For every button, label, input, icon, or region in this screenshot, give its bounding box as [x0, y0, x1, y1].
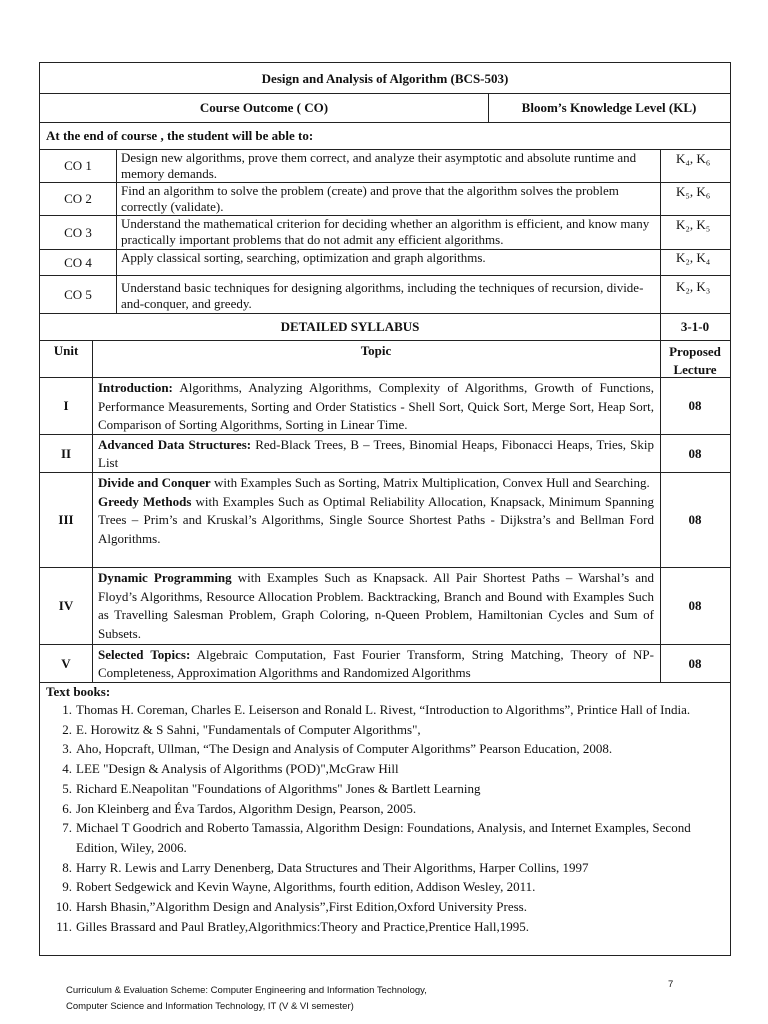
ltp-value: 3-1-0 — [680, 319, 710, 334]
co-description: Find an algorithm to solve the problem (create) and prove that the algorithm solves the problem correctly (validate). — [121, 183, 619, 214]
unit-lectures: 08 — [688, 598, 702, 613]
unit-row — [40, 435, 730, 473]
lecture-header: Proposed Lecture — [669, 344, 721, 377]
co-code: CO 1 — [64, 158, 92, 173]
unit-row — [40, 473, 730, 568]
co-row — [40, 250, 730, 276]
unit-topic: Dynamic Programming with Examples Such as Knapsack. All Pair Shortest Paths – Warshal’s and Floyd’s Algorithms, Resource Allocation Problem. Backtracking, Branch and Bound with Examples Such as Travelling Salesman Problem, Graph Coloring, n-Queen Problem, Hamiltonian Cycles and Sum of Subsets. — [98, 570, 655, 641]
textbook-item: 11. Gilles Brassard and Paul Bratley,Algorithmics:Theory and Practice,Prentice Hall,1995. — [56, 918, 529, 934]
co-row — [40, 150, 730, 183]
textbook-item: 4. LEE "Design & Analysis of Algorithms (POD)",McGraw Hill — [62, 761, 399, 777]
unit-number: I — [63, 398, 69, 413]
syllabus-document — [39, 62, 731, 956]
intro-text: At the end of course , the student will be able to: — [46, 128, 314, 143]
co-row — [40, 216, 730, 250]
unit-lectures: 08 — [688, 655, 702, 671]
unit-lectures: 08 — [688, 398, 702, 413]
co-code: CO 5 — [64, 286, 92, 302]
unit-header: Unit — [53, 343, 79, 358]
unit-topic: Advanced Data Structures: Red-Black Trees, B – Trees, Binomial Heaps, Fibonacci Heaps, Tries, Skip List — [98, 437, 654, 470]
textbook-item: 7. Michael T Goodrich and Roberto Tamassia, Algorithm Design: Foundations, Analysis, and Internet Examples, Second Edition, Wiley, 2006. — [62, 820, 691, 855]
textbook-item: 8. Harry R. Lewis and Larry Denenberg, Data Structures and Their Algorithms, Harper Collins, 1997 — [62, 859, 589, 875]
syllabus-header-row — [40, 341, 730, 378]
co-code: CO 2 — [64, 191, 92, 206]
unit-number: III — [58, 512, 74, 527]
co-description: Understand the mathematical criterion for deciding whether an algorithm is efficient, and know many practically important problems that do not admit any efficient algorithms. — [121, 216, 650, 247]
co-kl: K₂, K₃ — [676, 279, 711, 294]
unit-number: II — [60, 445, 72, 461]
co-description: Apply classical sorting, searching, optimization and graph algorithms. — [121, 250, 486, 265]
unit-lectures: 08 — [688, 512, 702, 527]
textbook-item: 2. E. Horowitz & S Sahni, "Fundamentals of Computer Algorithms", — [62, 721, 421, 737]
syllabus-title: DETAILED SYLLABUS — [280, 319, 420, 334]
footer-line-1: Curriculum & Evaluation Scheme: Computer Engineering and Information Technology, — [66, 985, 427, 996]
unit-row — [40, 378, 730, 435]
textbook-item: 1. Thomas H. Coreman, Charles E. Leiserson and Ronald L. Rivest, “Introduction to Algorithms”, Printice Hall of India. — [62, 702, 691, 717]
co-row — [40, 183, 730, 216]
textbook-item: 5. Richard E.Neapolitan "Foundations of Algorithms" Jones & Bartlett Learning — [62, 780, 481, 796]
unit-number: V — [61, 655, 71, 671]
page-number: 7 — [668, 979, 674, 990]
textbook-item: 6. Jon Kleinberg and Éva Tardos, Algorithm Design, Pearson, 2005. — [62, 800, 417, 816]
title-row — [40, 63, 730, 94]
unit-topic: Divide and Conquer with Examples Such as Sorting, Matrix Multiplication, Convex Hull and Searching. Greedy Methods with Examples Such as Optimal Reliability Allocation, Knapsack, Minimum Spanning Trees – Prim’s and Kruskal’s Algorithms, Single Source Shortest Paths - Dijkstra’s and Bellman Ford Algorithms. — [98, 475, 655, 546]
textbook-item: 10. Harsh Bhasin,”Algorithm Design and Analysis”,First Edition,Oxford University Press. — [55, 899, 527, 915]
unit-row — [40, 645, 730, 683]
co-kl: K₄, K₆ — [676, 151, 711, 166]
co-header-kl: Bloom’s Knowledge Level (KL) — [521, 100, 697, 115]
co-code: CO 3 — [64, 224, 92, 240]
intro-row — [40, 123, 730, 150]
co-description: Design new algorithms, prove them correct, and analyze their asymptotic and absolute runtime and memory demands. — [121, 150, 637, 181]
textbooks-title: Text books: — [46, 684, 111, 699]
unit-number: IV — [58, 598, 74, 613]
topic-header: Topic — [360, 343, 392, 358]
co-row — [40, 276, 730, 314]
unit-topic: Selected Topics: Algebraic Computation, Fast Fourier Transform, String Matching, Theory of NP-Completeness, Approximation Algorithms and Randomized Algorithms — [98, 647, 654, 680]
co-kl: K₂, K₄ — [676, 250, 711, 265]
unit-row — [40, 568, 730, 645]
co-kl: K₂, K₅ — [676, 217, 711, 232]
unit-lectures: 08 — [688, 445, 702, 461]
syllabus-title-row — [40, 314, 730, 341]
textbooks-list — [46, 700, 706, 936]
footer-line-2: Computer Science and Information Technology, IT (V & VI semester) — [66, 1001, 354, 1012]
co-kl: K₅, K₆ — [676, 184, 711, 199]
co-code: CO 4 — [64, 254, 92, 270]
co-header-outcome: Course Outcome ( CO) — [199, 100, 329, 115]
unit-topic: Introduction: Algorithms, Analyzing Algorithms, Complexity of Algorithms, Growth of Functions, Performance Measurements, Sorting and Order Statistics - Shell Sort, Quick Sort, Merge Sort, Heap Sort, Comparison of Sorting Algorithms, Sorting in Linear Time. — [98, 380, 654, 432]
textbook-item: 3. Aho, Hopcraft, Ullman, “The Design and Analysis of Computer Algorithms” Pearson Education, 2008. — [62, 741, 613, 757]
co-description: Understand basic techniques for designing algorithms, including the techniques of recursion, divide-and-conquer, and greedy. — [121, 280, 644, 311]
textbook-item: 9. Robert Sedgewick and Kevin Wayne, Algorithms, fourth edition, Addison Wesley, 2011. — [62, 879, 536, 895]
co-header-row — [40, 94, 730, 123]
course-title: Design and Analysis of Algorithm (BCS-503) — [261, 70, 509, 86]
